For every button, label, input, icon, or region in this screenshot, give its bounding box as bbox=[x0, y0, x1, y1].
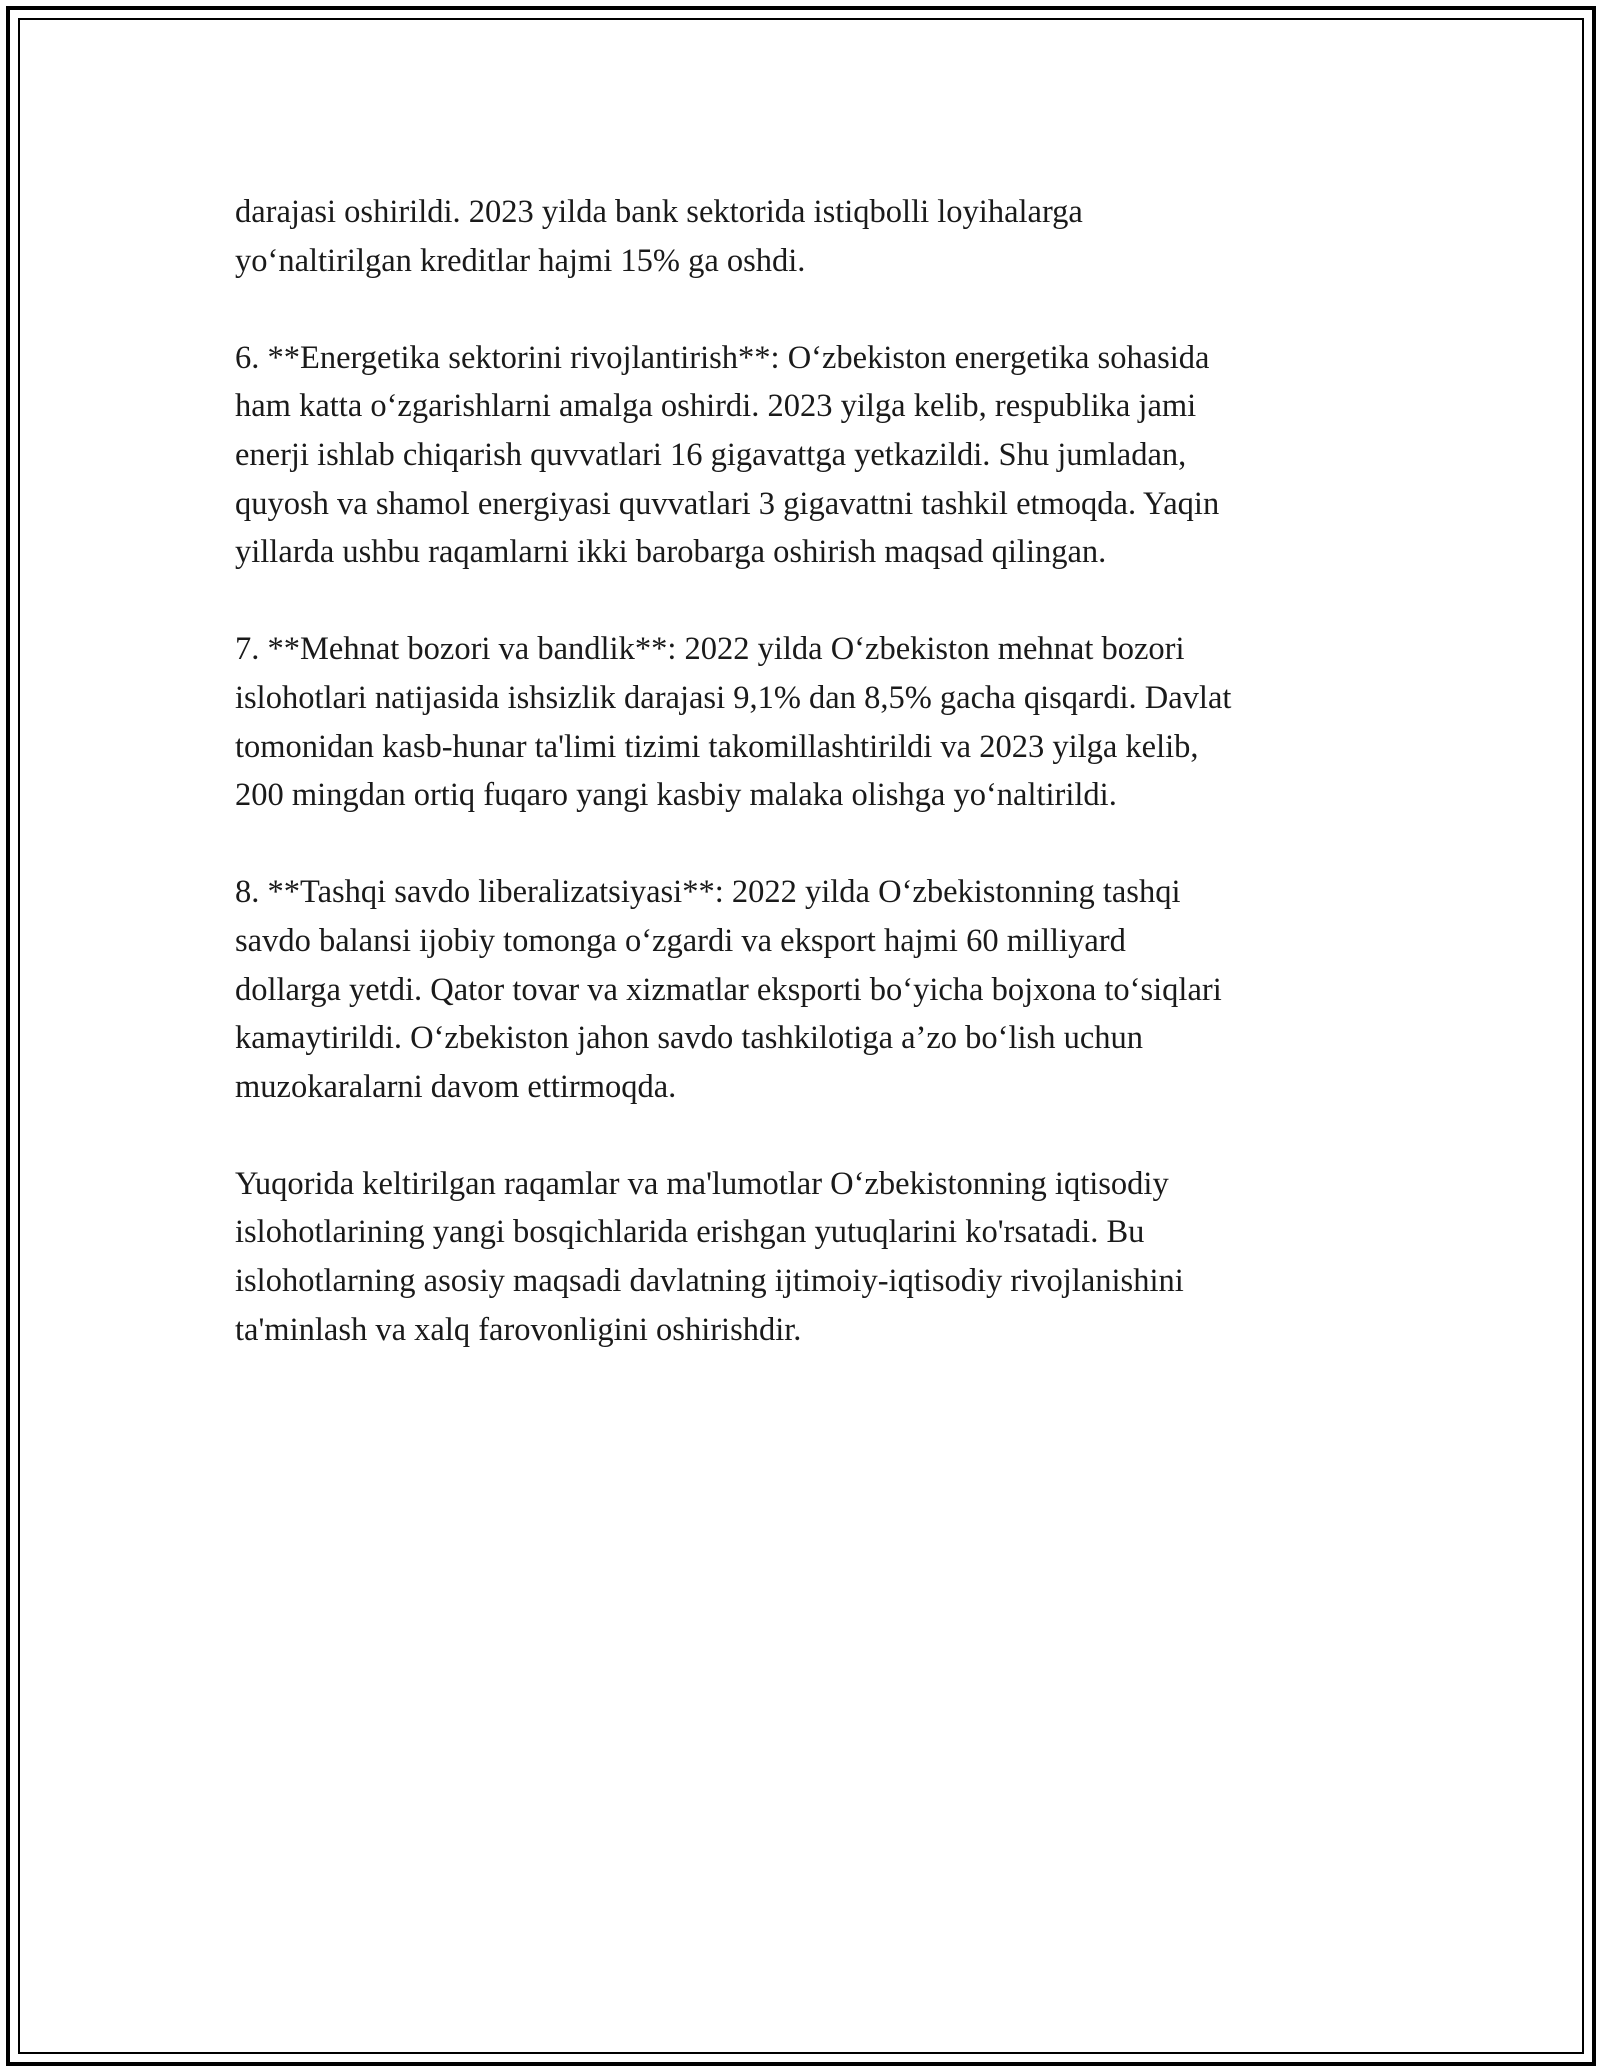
text-line: tomonidan kasb-hunar ta'limi tizimi takomillashtirildi va 2023 yilga kelib, bbox=[235, 728, 1199, 765]
text-line: enerji ishlab chiqarish quvvatlari 16 gigavattga yetkazildi. Shu jumladan, bbox=[235, 436, 1187, 473]
text-line: 6. **Energetika sektorini rivojlantirish**: O‘zbekiston energetika sohasida bbox=[235, 339, 1210, 376]
paragraph-conclusion bbox=[235, 1160, 1375, 1354]
text-line: dollarga yetdi. Qator tovar va xizmatlar eksporti bo‘yicha bojxona to‘siqlari bbox=[235, 971, 1222, 1008]
paragraph-energy-sector bbox=[235, 334, 1375, 577]
text-line: savdo balansi ijobiy tomonga o‘zgardi va eksport hajmi 60 milliyard bbox=[235, 922, 1126, 959]
text-line: 7. **Mehnat bozori va bandlik**: 2022 yilda O‘zbekiston mehnat bozori bbox=[235, 631, 1185, 668]
text-line: islohotlari natijasida ishsizlik darajasi 9,1% dan 8,5% gacha qisqardi. Davlat bbox=[235, 679, 1232, 716]
paragraph-labor-market bbox=[235, 625, 1375, 819]
text-line: kamaytirildi. O‘zbekiston jahon savdo tashkilotiga a’zo bo‘lish uchun bbox=[235, 1020, 1144, 1057]
text-line: muzokaralarni davom ettirmoqda. bbox=[235, 1068, 677, 1105]
text-line: islohotlarining yangi bosqichlarida erishgan yutuqlarini ko'rsatadi. Bu bbox=[235, 1214, 1145, 1251]
text-line: quyosh va shamol energiyasi quvvatlari 3 gigavattni tashkil etmoqda. Yaqin bbox=[235, 485, 1220, 522]
document-body bbox=[235, 188, 1375, 1403]
text-line: 200 mingdan ortiq fuqaro yangi kasbiy malaka olishga yo‘naltirildi. bbox=[235, 777, 1117, 814]
text-line: islohotlarning asosiy maqsadi davlatning ijtimoiy-iqtisodiy rivojlanishini bbox=[235, 1263, 1184, 1300]
text-line: ham katta o‘zgarishlarni amalga oshirdi. 2023 yilga kelib, respublika jami bbox=[235, 388, 1197, 425]
text-line: yillarda ushbu raqamlarni ikki barobarga oshirish maqsad qilingan. bbox=[235, 534, 1107, 571]
text-line: 8. **Tashqi savdo liberalizatsiyasi**: 2022 yilda O‘zbekistonning tashqi bbox=[235, 874, 1181, 911]
text-line: darajasi oshirildi. 2023 yilda bank sektorida istiqbolli loyihalarga bbox=[235, 194, 1083, 230]
paragraph-banking-continued bbox=[235, 188, 1375, 285]
text-line: ta'minlash va xalq farovonligini oshirishdir. bbox=[235, 1311, 802, 1348]
text-line: Yuqorida keltirilgan raqamlar va ma'lumotlar O‘zbekistonning iqtisodiy bbox=[235, 1165, 1169, 1202]
text-line: yo‘naltirilgan kreditlar hajmi 15% ga oshdi. bbox=[235, 242, 806, 279]
paragraph-foreign-trade bbox=[235, 868, 1375, 1111]
